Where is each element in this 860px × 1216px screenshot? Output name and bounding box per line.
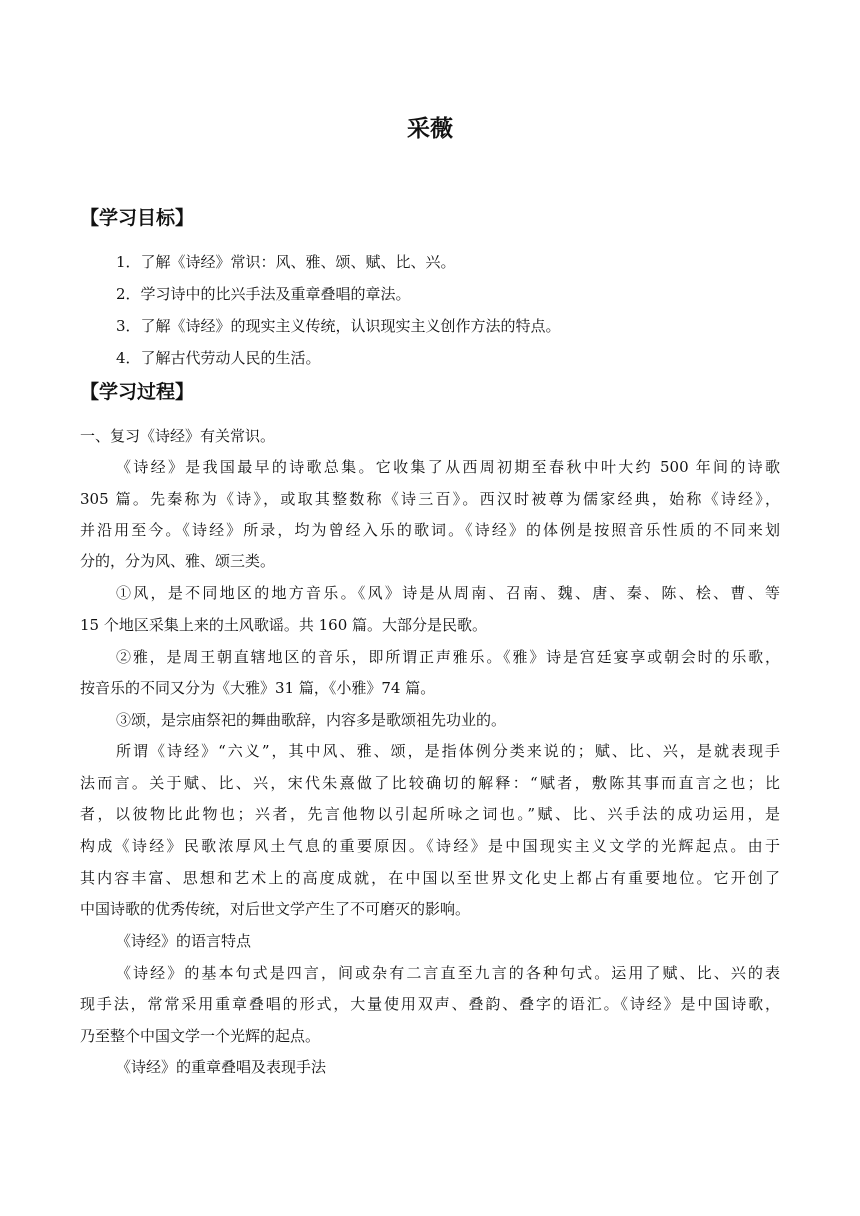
process-heading: 【学习过程】 bbox=[80, 381, 195, 403]
paragraph-line: 所谓《诗经》“六义”，其中风、雅、颂，是指体例分类来说的；赋、比、兴，是就表现手 bbox=[116, 742, 780, 760]
paragraph-line: 15 个地区采集上来的土风歌谣。共 160 篇。大部分是民歌。 bbox=[80, 616, 488, 634]
paragraph-line: 按音乐的不同又分为《大雅》31 篇，《小雅》74 篇。 bbox=[80, 679, 436, 697]
paragraph-line: ①风，是不同地区的地方音乐。《风》诗是从周南、召南、魏、唐、秦、陈、桧、曹、等 bbox=[116, 584, 780, 602]
paragraph-line: 现手法，常常采用重章叠唱的形式，大量使用双声、叠韵、叠字的语汇。《诗经》是中国诗歌， bbox=[80, 995, 780, 1013]
subheading: 《诗经》的语言特点 bbox=[116, 932, 252, 950]
paragraph-line: 法而言。关于赋、比、兴，宋代朱熹做了比较确切的解释：“赋者，敷陈其事而直言之也；比 bbox=[80, 774, 780, 792]
objective-item: 1．了解《诗经》常识：风、雅、颂、赋、比、兴。 bbox=[116, 253, 456, 271]
objective-item: 3．了解《诗经》的现实主义传统，认识现实主义创作方法的特点。 bbox=[116, 317, 561, 335]
paragraph-line: 分的，分为风、雅、颂三类。 bbox=[80, 552, 276, 570]
paragraph-line: 其内容丰富、思想和艺术上的高度成就，在中国以至世界文化史上都占有重要地位。它开创了 bbox=[80, 869, 780, 887]
paragraph-line: 并沿用至今。《诗经》所录，均为曾经入乐的歌词。《诗经》的体例是按照音乐性质的不同来划 bbox=[80, 521, 780, 539]
paragraph-line: 乃至整个中国文学一个光辉的起点。 bbox=[80, 1027, 321, 1045]
paragraph-line: 《诗经》是我国最早的诗歌总集。它收集了从西周初期至春秋中叶大约 500 年间的诗歌 bbox=[116, 458, 780, 476]
paragraph-line: 构成《诗经》民歌浓厚风土气息的重要原因。《诗经》是中国现实主义文学的光辉起点。由于 bbox=[80, 837, 780, 855]
subheading: 《诗经》的重章叠唱及表现手法 bbox=[116, 1058, 327, 1076]
paragraph-line: 者，以彼物比此物也；兴者，先言他物以引起所咏之词也。”赋、比、兴手法的成功运用，是 bbox=[80, 805, 780, 823]
objective-item: 2．学习诗中的比兴手法及重章叠唱的章法。 bbox=[116, 285, 411, 303]
objectives-heading: 【学习目标】 bbox=[80, 207, 195, 229]
paragraph-line: ②雅，是周王朝直辖地区的音乐，即所谓正声雅乐。《雅》诗是宫廷宴享或朝会时的乐歌， bbox=[116, 648, 780, 666]
paragraph-line: 305 篇。先秦称为《诗》，或取其整数称《诗三百》。西汉时被尊为儒家经典，始称《诗经》， bbox=[80, 490, 780, 508]
paragraph-line: ③颂，是宗庙祭祀的舞曲歌辞，内容多是歌颂祖先功业的。 bbox=[116, 711, 507, 729]
section-title: 一、复习《诗经》有关常识。 bbox=[80, 427, 276, 445]
page-title: 采薇 bbox=[407, 116, 453, 142]
paragraph-line: 《诗经》的基本句式是四言，间或杂有二言直至九言的各种句式。运用了赋、比、兴的表 bbox=[116, 964, 780, 982]
paragraph-line: 中国诗歌的优秀传统，对后世文学产生了不可磨灭的影响。 bbox=[80, 900, 471, 918]
objective-item: 4．了解古代劳动人民的生活。 bbox=[116, 349, 321, 367]
